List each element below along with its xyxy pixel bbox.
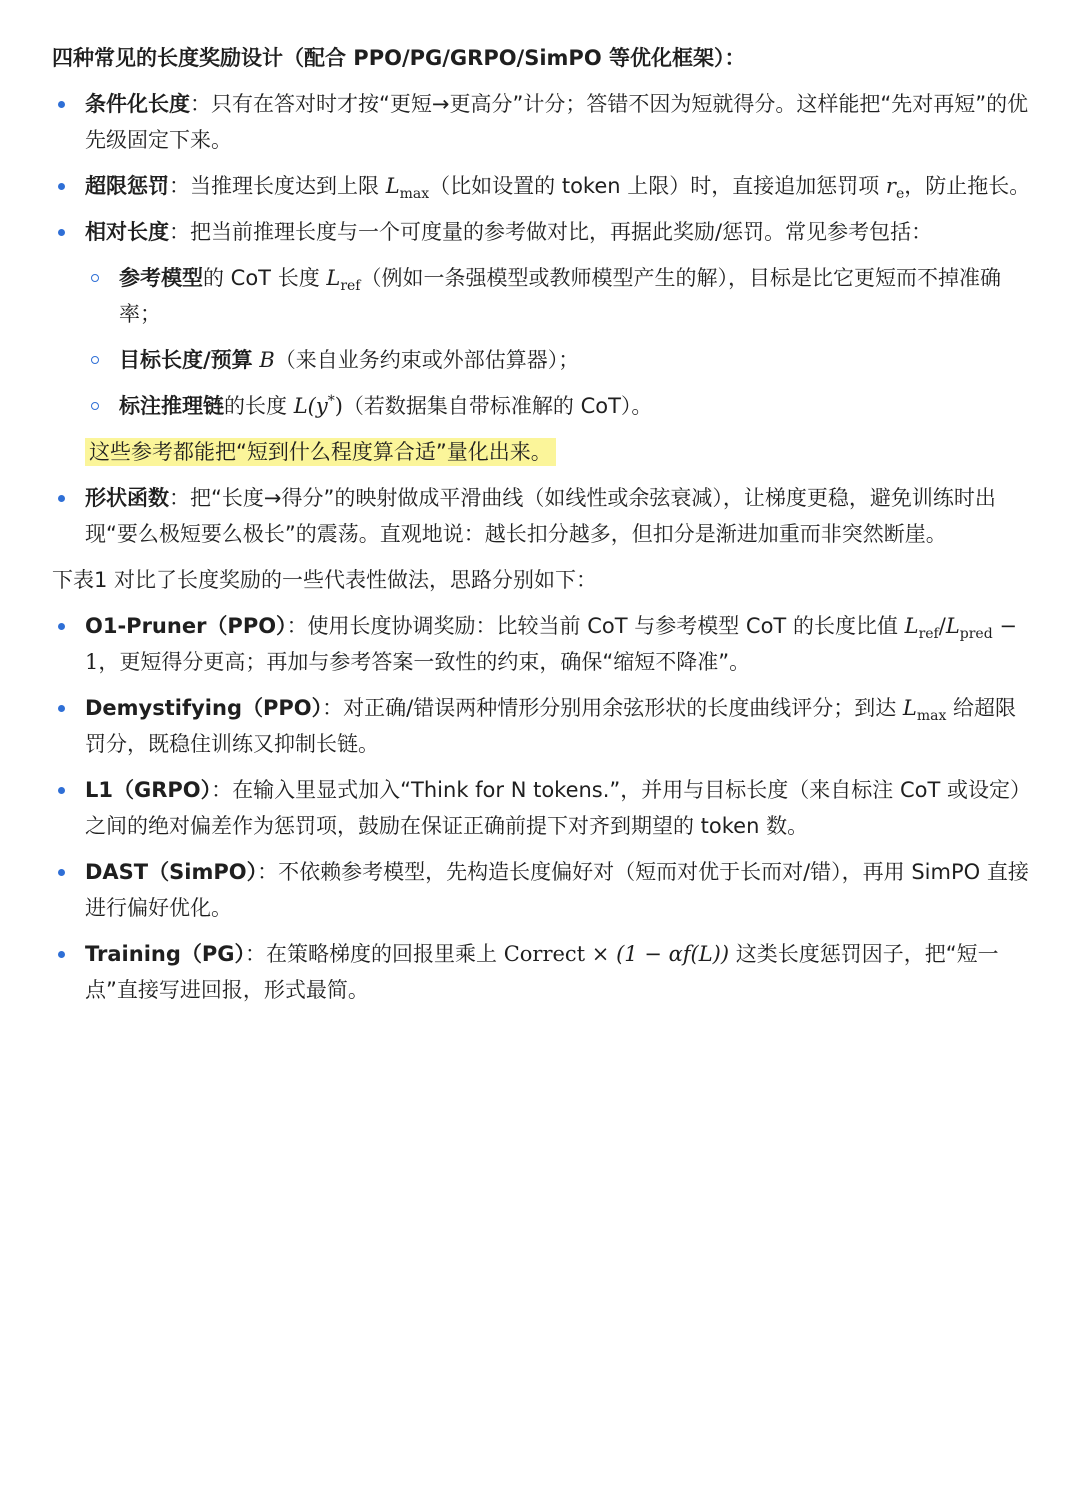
list-item-training: Training（PG）：在策略梯度的回报里乘上 Correct × (1 − αf(L)) 这类长度惩罚因子，把“短一点”直接写进回报，形式最简。: [52, 936, 1032, 1008]
list-item-conditional-length: [52, 86, 1032, 158]
list-item-relative-length: [52, 214, 1032, 424]
method-term: L1（GRPO）: [85, 778, 212, 802]
sublist-item-target-budget: 目标长度/预算 B（来自业务约束或外部估算器）；: [85, 342, 1032, 378]
method-term: O1-Pruner（PPO）: [85, 614, 287, 638]
method-list: [52, 608, 1032, 1008]
method-term: DAST（SimPO）: [85, 860, 258, 884]
item-text: （比如设置的 token 上限）时，直接追加惩罚项: [429, 174, 886, 198]
math-b: B: [259, 348, 275, 372]
math-length-ratio: $L_{ref}/L_{pred} - 1$: [85, 614, 1017, 674]
section-heading: 四种常见的长度奖励设计（配合 PPO/PG/GRPO/SimPO 等优化框架）：: [52, 46, 746, 70]
sub-term: 参考模型: [119, 266, 203, 290]
item-term: 相对长度: [85, 220, 169, 244]
item-term: 形状函数: [85, 486, 169, 510]
item-term: 超限惩罚: [85, 174, 169, 198]
list-item-dast: DAST（SimPO）：不依赖参考模型，先构造长度偏好对（短而对优于长而对/错），再用 SimPO 直接进行偏好优化。: [52, 854, 1032, 926]
list-item-l1: L1（GRPO）：在输入里显式加入“Think for N tokens.”，并用与目标长度（来自标注 CoT 或设定）之间的绝对偏差作为惩罚项，鼓励在保证正确前提下对齐到期望的 token 数。: [52, 772, 1032, 844]
item-text: ：把“长度→得分”的映射做成平滑曲线（如线性或余弦衰减），让梯度更稳，避免训练时出现“要么极短要么极长”的震荡。直观地说：越长扣分越多，但扣分是渐进加重而非突然断崖。: [85, 486, 996, 546]
item-text: ：当推理长度达到上限: [169, 174, 386, 198]
math-lmax: $L_{max}$: [385, 174, 430, 203]
document-body: [52, 40, 1032, 1018]
method-term: Demystifying（PPO）: [85, 696, 323, 720]
sub-term: 标注推理链: [119, 394, 224, 418]
math-ly-star: L(y*): [293, 393, 343, 418]
intro-paragraph: 下表1 对比了长度奖励的一些代表性做法，思路分别如下：: [52, 568, 598, 592]
reference-sublist: [85, 260, 1032, 424]
design-list-continued: [52, 480, 1032, 552]
math-correct-factor: Correct × (1 − αf(L)): [503, 942, 730, 966]
item-text: ，防止拖长。: [904, 174, 1031, 198]
item-term: 条件化长度: [85, 92, 190, 116]
sub-term: 目标长度/预算: [119, 348, 253, 372]
highlight-note: [85, 434, 1032, 470]
sublist-item-reference-model: 参考模型的 CoT 长度 $L_{ref}$（例如一条强模型或教师模型产生的解），目标是比它更短而不掉准确率；: [85, 260, 1032, 332]
item-text: ：把当前推理长度与一个可度量的参考做对比，再据此奖励/惩罚。常见参考包括：: [169, 220, 933, 244]
sublist-item-annotated-chain: 标注推理链的长度 L(y*)（若数据集自带标准解的 CoT）。: [85, 388, 1032, 424]
math-re: $r_e$: [885, 174, 905, 203]
math-lref: $L_{ref}$: [326, 266, 361, 295]
math-lmax: $L_{max}$: [902, 696, 947, 725]
method-term: Training（PG）: [85, 942, 246, 966]
list-item-overlimit-penalty: [52, 168, 1032, 204]
list-item-shape-function: [52, 480, 1032, 552]
list-item-demystifying: Demystifying（PPO）：对正确/错误两种情形分别用余弦形状的长度曲线评分；到达 $L_{max}$ 给超限罚分，既稳住训练又抑制长链。: [52, 690, 1032, 762]
highlighted-text: 这些参考都能把“短到什么程度算合适”量化出来。: [85, 438, 556, 466]
design-list: [52, 86, 1032, 424]
item-text: ：只有在答对时才按“更短→更高分”计分；答错不因为短就得分。这样能把“先对再短”的优先级固定下来。: [85, 92, 1029, 152]
list-item-o1-pruner: O1-Pruner（PPO）：使用长度协调奖励：比较当前 CoT 与参考模型 CoT 的长度比值 $L_{ref}/L_{pred} - 1$，更短得分更高；再加与参考答案一致性的约束，确保“缩短不降准”。: [52, 608, 1032, 680]
